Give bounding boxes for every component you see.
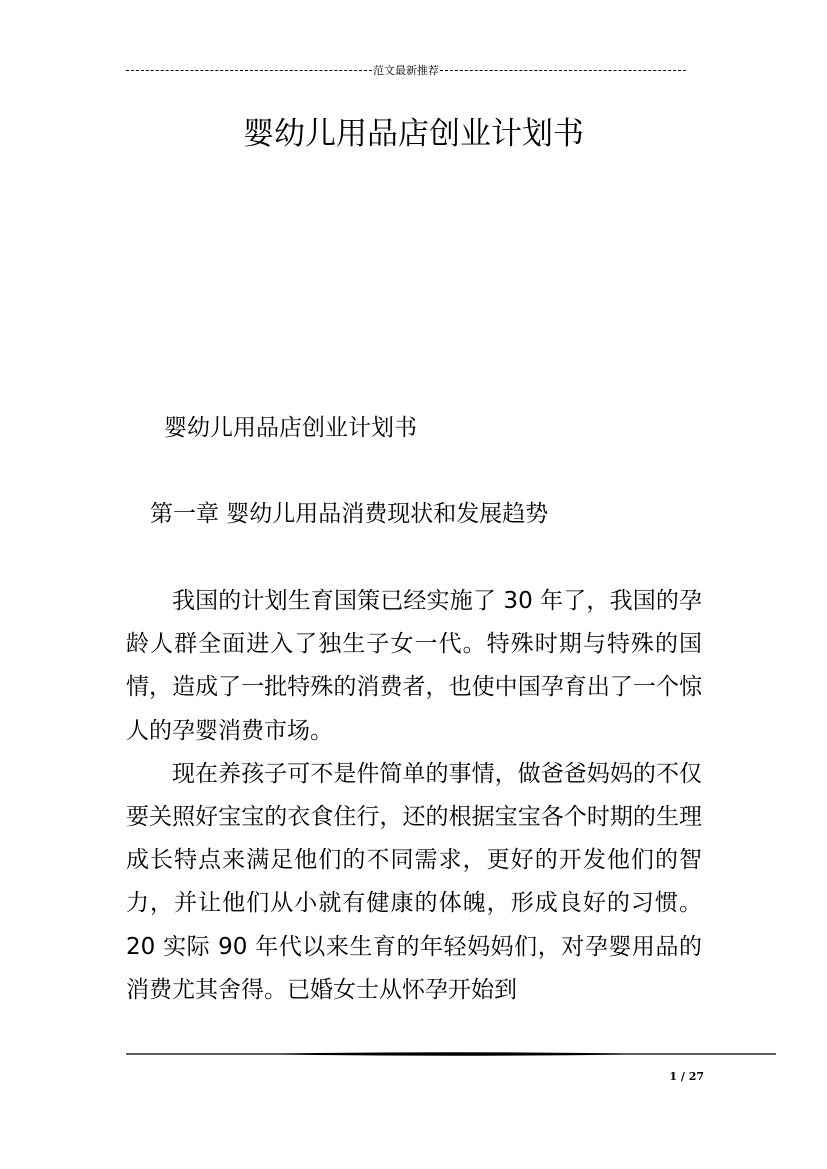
page-header [126,60,686,80]
paragraph-1: 我国的计划生育国策已经实施了 30 年了，我国的孕龄人群全面进入了独生子女一代。特殊时期与特殊的国情，造成了一批特殊的消费者，也使中国孕育出了一个惊人的孕婴消费市场。 [126,588,702,744]
header-label: 范文最新推荐 [373,64,439,77]
paragraph-2: 现在养孩子可不是件简单的事情，做爸爸妈妈的不仅要关照好宝宝的衣食住行，还的根据宝宝各个时期的生理成长特点来满足他们的不同需求，更好的开发他们的智力，并让他们从小就有健康的体魄，形成良好的习惯。20 实际 90 年代以来生育的年轻妈妈们，对孕婴用品的消费尤其舍得。已婚女士从怀孕开始到 [126,760,702,1003]
document-title: 婴幼儿用品店创业计划书 [243,116,584,152]
header-dash-right [440,70,686,71]
header-dash-left [126,70,372,71]
footer-rule [126,1050,776,1058]
body-text [126,580,702,1012]
chapter-heading: 第一章 婴幼儿用品消费现状和发展趋势 [150,501,549,527]
page-number: 1 / 27 [669,1070,704,1083]
document-subtitle: 婴幼儿用品店创业计划书 [164,415,417,441]
